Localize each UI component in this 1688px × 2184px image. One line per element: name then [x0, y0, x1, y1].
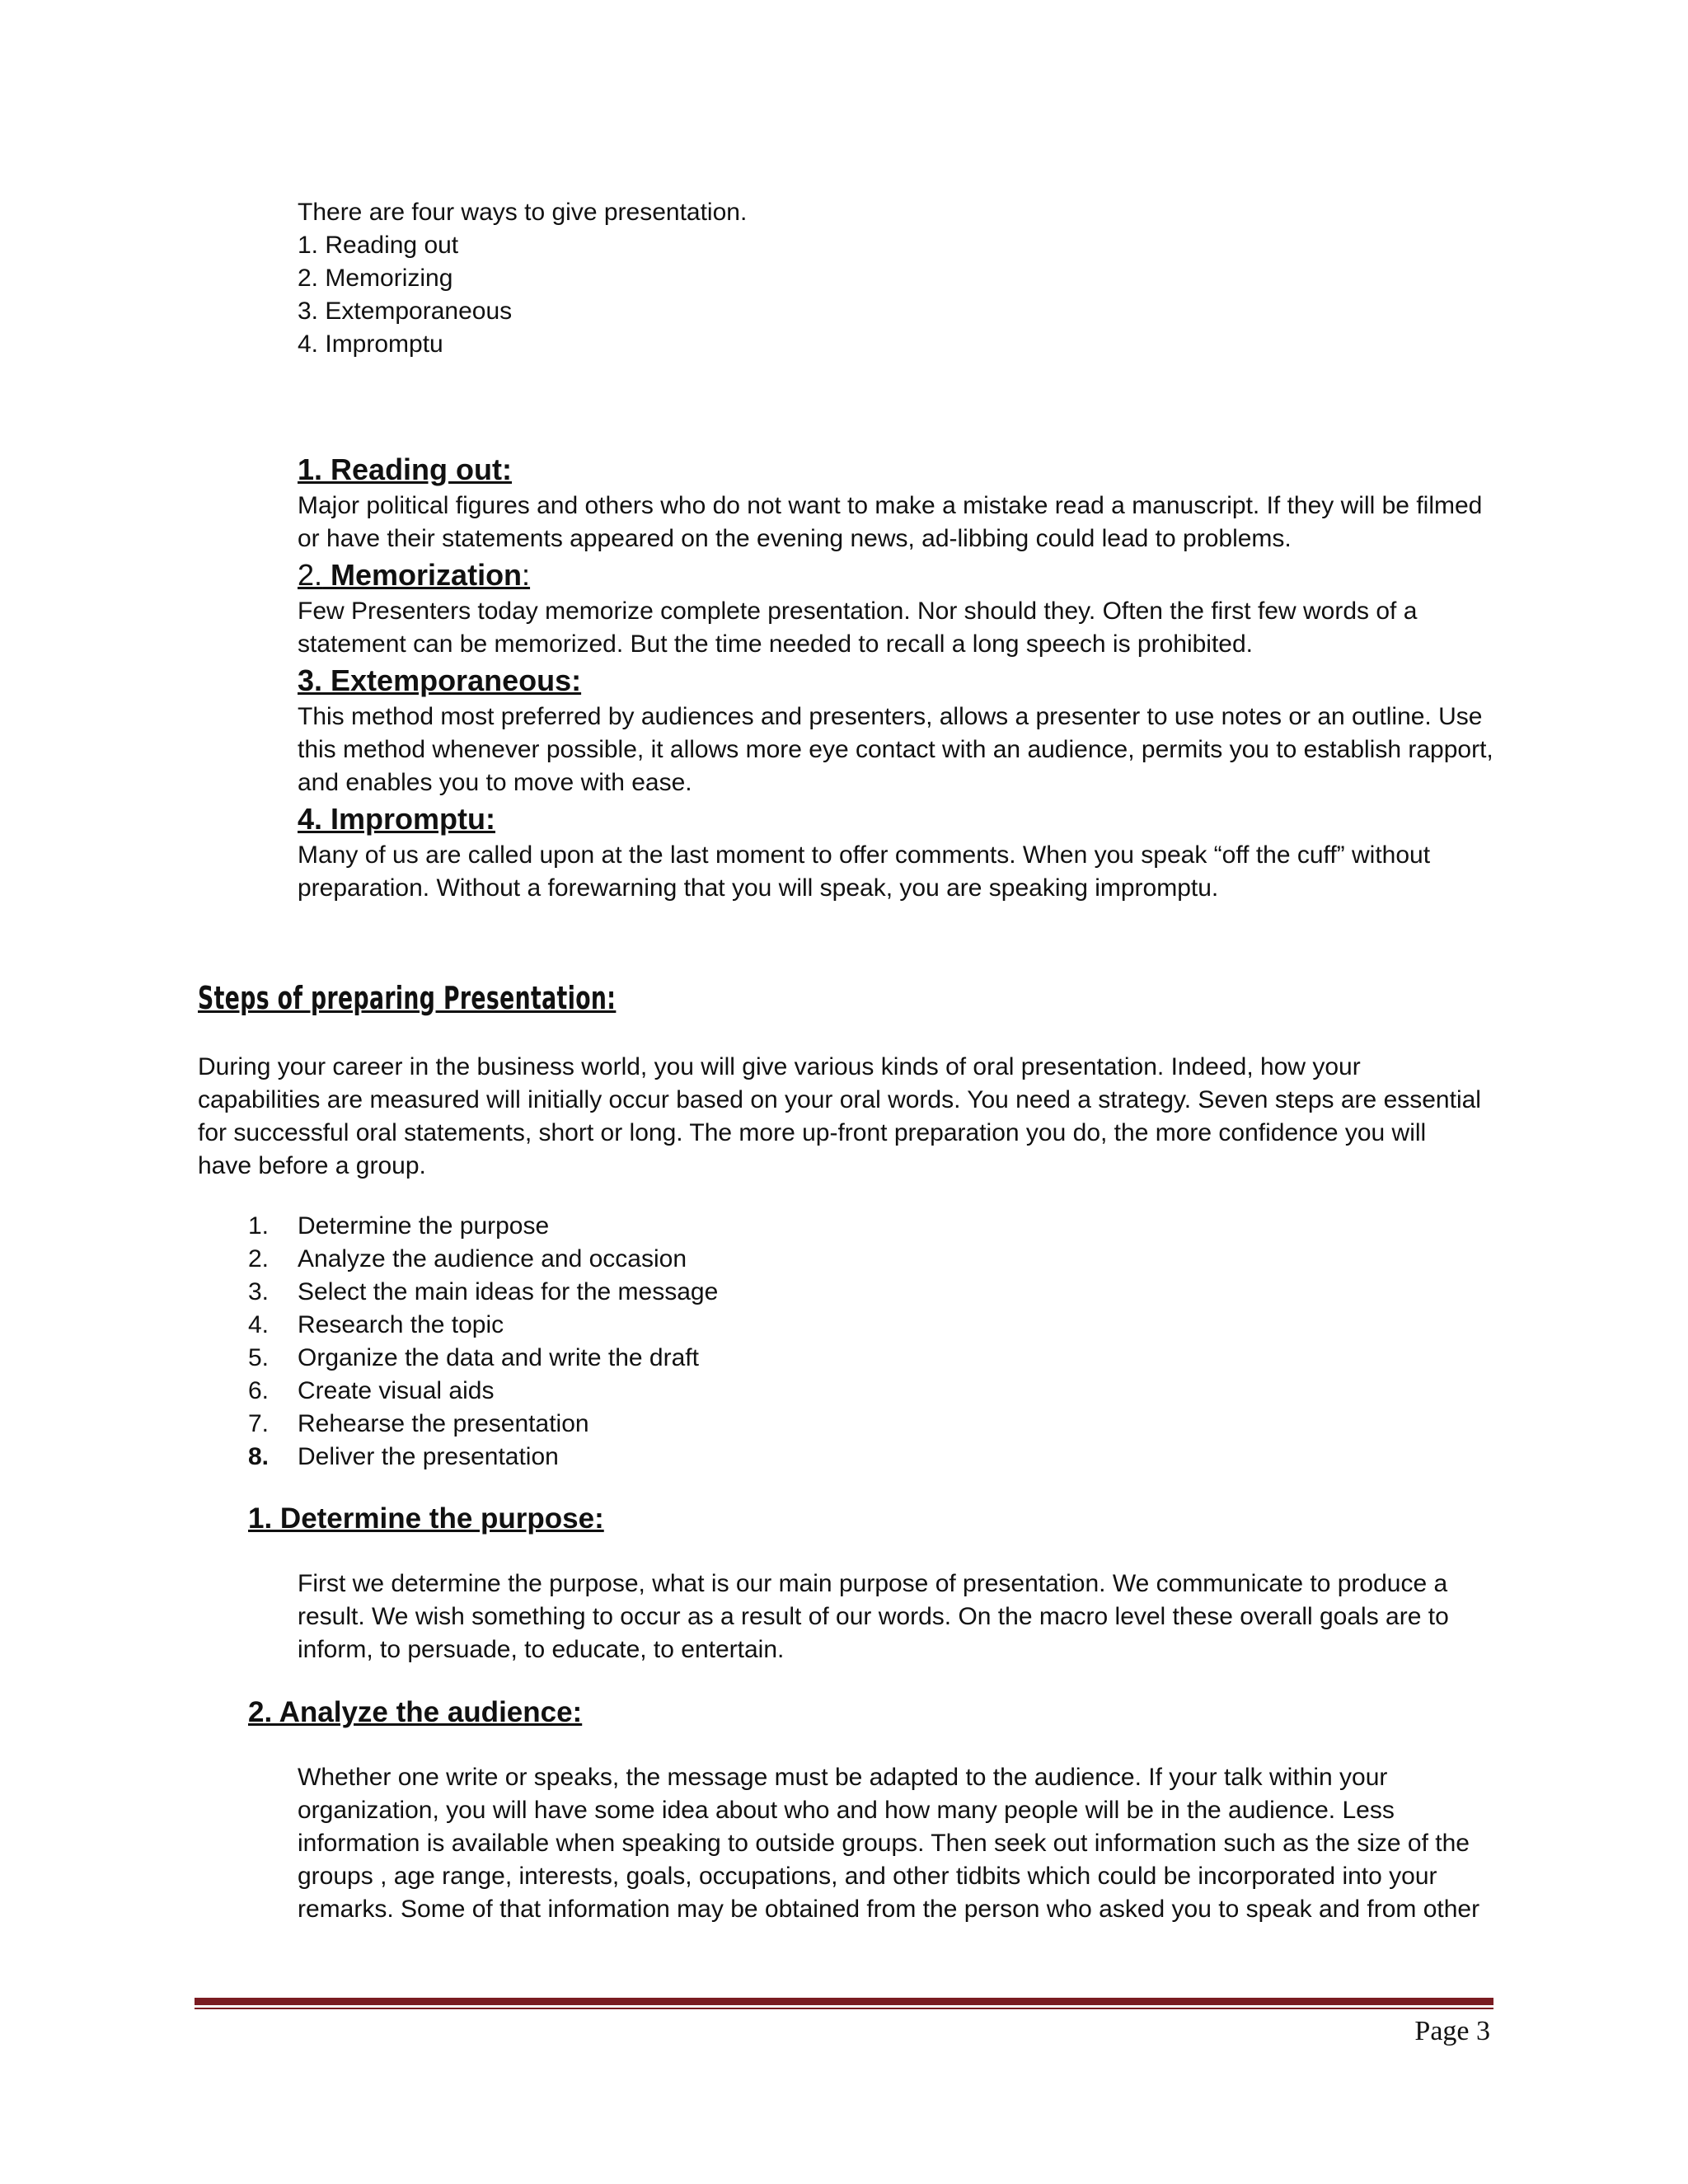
list-item-number: 6.	[248, 1377, 270, 1404]
list-item-number: 2.	[248, 1245, 270, 1272]
footer-rule-thin	[195, 2008, 1493, 2009]
page-number: Page 3	[1414, 2016, 1490, 2046]
list-item	[248, 1276, 1402, 1309]
list-item	[248, 1243, 1402, 1276]
reading-heading: 1. Reading out:	[298, 452, 512, 486]
list-item-text: Research the topic	[298, 1311, 504, 1338]
list-item-text: Select the main ideas for the message	[298, 1278, 719, 1305]
steps-list	[248, 1210, 1402, 1474]
steps-title-block	[198, 977, 1187, 1019]
steps-title: Steps of preparing Presentation:	[198, 980, 617, 1016]
intro-section	[298, 196, 1501, 361]
list-item-number: 1.	[248, 1212, 270, 1240]
list-item	[248, 1441, 1402, 1474]
purpose-body: First we determine the purpose, what is our main purpose of presentation. We communicate to produce a result. We wish something to occur as a result of our words. On the macro level these overall goals are to inform, to persuade, to educate, to entertain.	[298, 1570, 1449, 1663]
impromptu-heading: 4. Impromptu:	[298, 802, 495, 836]
list-item	[248, 1342, 1402, 1375]
purpose-heading-block	[248, 1500, 1402, 1538]
list-item-text: Rehearse the presentation	[298, 1410, 589, 1437]
steps-intro: During your career in the business world, you will give various kinds of oral presentation. Indeed, how your capabilities are measured will initially occur based on your oral words. You need a strategy. Seven steps are essential for successful oral statements, short or long. The more up-front preparation you do, the more confidence you will have before a group.	[198, 1053, 1481, 1179]
list-item-text: Deliver the presentation	[298, 1443, 559, 1470]
purpose-body-block	[298, 1568, 1484, 1666]
memorization-body: Few Presenters today memorize complete presentation. Nor should they. Often the first few words of a statement can be memorized. But the time needed to recall a long speech is prohibited.	[298, 598, 1418, 658]
audience-body-block	[298, 1761, 1484, 1926]
way-item: 2. Memorizing	[298, 265, 453, 292]
memorization-heading-main: Memorization	[322, 558, 523, 592]
extemporaneous-heading: 3. Extemporaneous:	[298, 663, 582, 697]
memorization-heading	[298, 555, 1501, 595]
audience-heading-block	[248, 1694, 1402, 1732]
memorization-heading-suffix: :	[522, 558, 531, 592]
list-item-number: 5.	[248, 1344, 270, 1371]
extemporaneous-body: This method most preferred by audiences and presenters, allows a presenter to use notes or an outline. Use this method whenever possible, it allows more eye contact with an audience, permits you to establish rapport, and enables you to move with ease.	[298, 703, 1493, 796]
way-item: 4. Impromptu	[298, 330, 443, 358]
methods-section	[298, 450, 1501, 905]
audience-body: Whether one write or speaks, the message must be adapted to the audience. If your talk within your organization, you will have some idea about who and how many people will be in the audience. Less information is available when speaking to outside groups. Then seek out information such as the size of the groups , age range, interests, goals, occupations, and other tidbits which could be incorporated into your remarks. Some of that information may be obtained from the person who asked you to speak and from other	[298, 1764, 1480, 1923]
purpose-heading: 1. Determine the purpose:	[248, 1502, 604, 1535]
list-item-number: 3.	[248, 1278, 270, 1305]
list-item	[248, 1309, 1402, 1342]
list-item	[248, 1408, 1402, 1441]
way-item: 1. Reading out	[298, 232, 459, 259]
list-item	[248, 1375, 1402, 1408]
steps-list-block	[248, 1210, 1402, 1474]
list-item-number: 8.	[248, 1443, 270, 1470]
list-item-number: 7.	[248, 1410, 270, 1437]
list-item-text: Organize the data and write the draft	[298, 1344, 699, 1371]
intro-lead: There are four ways to give presentation.	[298, 199, 748, 226]
memorization-heading-prefix: 2.	[298, 558, 323, 592]
footer-rule	[195, 1998, 1493, 2005]
impromptu-body: Many of us are called upon at the last moment to offer comments. When you speak “off the cuff” without preparation. Without a forewarning that you will speak, you are speaking impromptu.	[298, 841, 1431, 902]
list-item-number: 4.	[248, 1311, 270, 1338]
way-item: 3. Extemporaneous	[298, 298, 513, 325]
steps-intro-block	[198, 1051, 1484, 1183]
list-item-text: Create visual aids	[298, 1377, 495, 1404]
reading-body: Major political figures and others who do not want to make a mistake read a manuscript. If they will be filmed or have their statements appeared on the evening news, ad-libbing could lead to problems.	[298, 492, 1483, 552]
list-item-text: Determine the purpose	[298, 1212, 550, 1240]
audience-heading: 2. Analyze the audience:	[248, 1696, 583, 1728]
list-item	[248, 1210, 1402, 1243]
list-item-text: Analyze the audience and occasion	[298, 1245, 687, 1272]
